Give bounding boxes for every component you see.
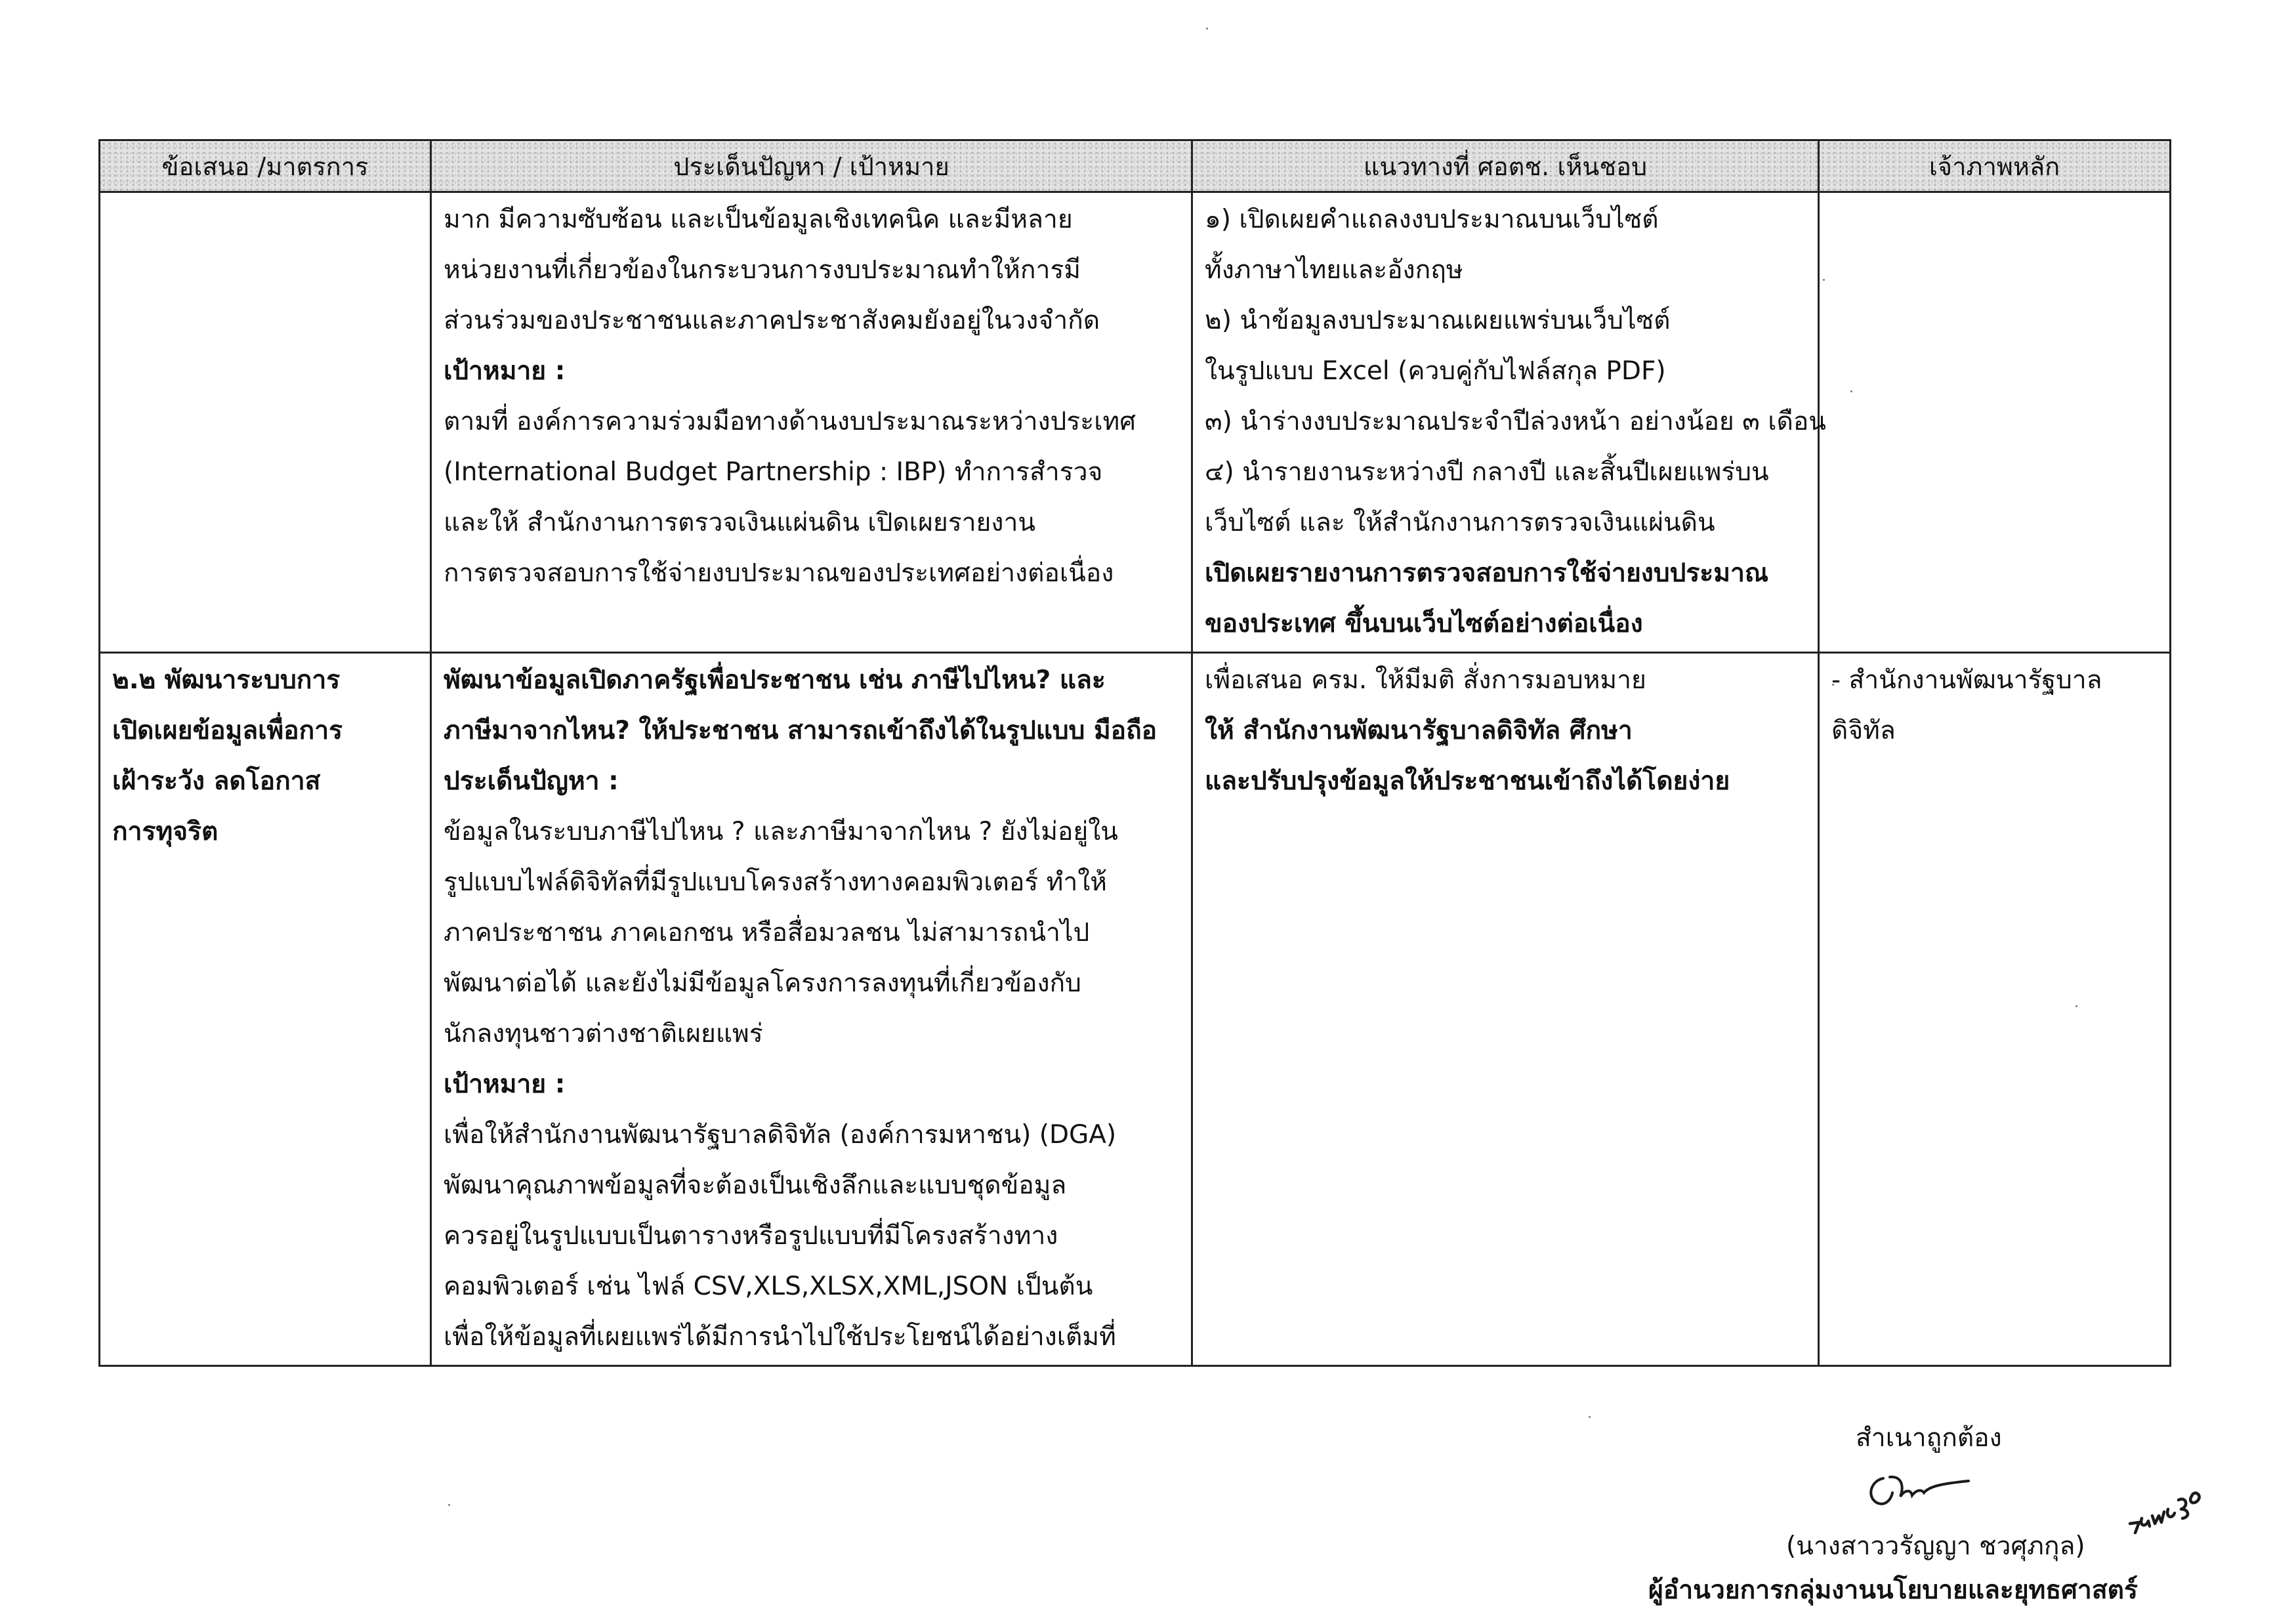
- text-line: พัฒนาต่อได้ และยังไม่มีข้อมูลโครงการลงทุนที่เกี่ยวข้องกับ: [444, 968, 1081, 998]
- scan-speck: [448, 1504, 450, 1506]
- text-line: ภาษีมาจากไหน? ให้ประชาชน สามารถเข้าถึงได้ในรูปแบบ มือถือ: [444, 716, 1157, 745]
- text-line: เปิดเผยรายงานการตรวจสอบการใช้จ่ายงบประมาณ: [1205, 558, 1769, 588]
- text-line: ตามที่ องค์การความร่วมมือทางด้านงบประมาณระหว่างประเทศ: [444, 407, 1136, 436]
- table-row: [100, 653, 2171, 1366]
- text-line: การทุจริต: [112, 817, 219, 846]
- signature: [1864, 1467, 1995, 1512]
- text-line: ของประเทศ ขึ้นบนเว็บไซต์อย่างต่อเนื่อง: [1205, 609, 1643, 638]
- text-line: นักลงทุนชาวต่างชาติเผยแพร่: [444, 1019, 763, 1049]
- text-line: ทั้งภาษาไทยและอังกฤษ: [1205, 255, 1463, 285]
- text-line: ๑) เปิดเผยคำแถลงงบประมาณบนเว็บไซต์: [1205, 205, 1659, 234]
- table-row: [100, 192, 2171, 653]
- signer-position: ผู้อำนวยการกลุ่มงานนโยบายและยุทธศาสตร์: [1648, 1575, 2138, 1605]
- text-line: ๒.๒ พัฒนาระบบการ: [112, 665, 341, 695]
- text-line: (International Budget Partnership : IBP) ทำการสำรวจ: [444, 457, 1103, 487]
- row2-issue-cell: [431, 653, 1192, 1366]
- text-line: ๔) นำรายงานระหว่างปี กลางปี และสิ้นปีเผยแพร่บน: [1205, 457, 1769, 487]
- row2-agency-cell: [1819, 653, 2171, 1366]
- text-line: ส่วนร่วมของประชาชนและภาคประชาสังคมยังอยู่ในวงจำกัด: [444, 306, 1100, 335]
- row1-agency-cell: [1819, 192, 2171, 653]
- goal-heading: เป้าหมาย :: [444, 356, 566, 386]
- text-line: ให้ สำนักงานพัฒนารัฐบาลดิจิทัล ศึกษา: [1205, 716, 1633, 745]
- text-line: ควรอยู่ในรูปแบบเป็นตารางหรือรูปแบบที่มีโครงสร้างทาง: [444, 1221, 1058, 1251]
- row1-approach-cell: [1192, 192, 1826, 653]
- text-line: และปรับปรุงข้อมูลให้ประชาชนเข้าถึงได้โดยง่าย: [1205, 766, 1730, 796]
- text-line: ภาคประชาชน ภาคเอกชน หรือสื่อมวลชน ไม่สามารถนำไป: [444, 918, 1090, 947]
- text-line: มาก มีความซับซ้อน และเป็นข้อมูลเชิงเทคนิค และมีหลาย: [444, 205, 1073, 234]
- text-line: และให้ สำนักงานการตรวจเงินแผ่นดิน เปิดเผยรายงาน: [444, 508, 1036, 537]
- policy-table: [98, 139, 2171, 1367]
- text-line: พัฒนาคุณภาพข้อมูลที่จะต้องเป็นเชิงลึกและแบบชุดข้อมูล: [444, 1171, 1067, 1200]
- text-line: การตรวจสอบการใช้จ่ายงบประมาณของประเทศอย่างต่อเนื่อง: [444, 558, 1114, 588]
- certified-copy-label: สำเนาถูกต้อง: [1856, 1423, 2002, 1453]
- signer-name: (นางสาววรัญญา ชวศุภกุล): [1786, 1531, 2085, 1561]
- row2-approach-cell: [1192, 653, 1819, 1366]
- text-line: เพื่อให้ข้อมูลที่เผยแพร่ได้มีการนำไปใช้ประโยชน์ได้อย่างเต็มที่: [444, 1322, 1116, 1352]
- text-line: คอมพิวเตอร์ เช่น ไฟล์ CSV,XLS,XLSX,XML,JSON เป็นต้น: [444, 1272, 1093, 1301]
- scan-speck: [1589, 1416, 1591, 1418]
- text-line: - สำนักงานพัฒนารัฐบาล: [1831, 665, 2102, 695]
- issue-heading: ประเด็นปัญหา :: [444, 766, 619, 796]
- text-line: เว็บไซต์ และ ให้สำนักงานการตรวจเงินแผ่นดิน: [1205, 508, 1715, 537]
- row1-measure-cell: [100, 192, 431, 653]
- header-issue-goal: ประเด็นปัญหา / เป้าหมาย: [431, 140, 1192, 192]
- text-line: พัฒนาข้อมูลเปิดภาครัฐเพื่อประชาชน เช่น ภาษีไปไหน? และ: [444, 665, 1106, 695]
- row2-measure-cell: [100, 653, 431, 1366]
- goal-heading: เป้าหมาย :: [444, 1070, 566, 1099]
- text-line: เฝ้าระวัง ลดโอกาส: [112, 766, 321, 796]
- text-line: ดิจิทัล: [1831, 716, 1896, 745]
- text-line: รูปแบบไฟล์ดิจิทัลที่มีรูปแบบโครงสร้างทางคอมพิวเตอร์ ทำให้: [444, 867, 1108, 897]
- table-header-row: [100, 140, 2171, 192]
- row1-issue-cell: [431, 192, 1192, 653]
- text-line: เพื่อให้สำนักงานพัฒนารัฐบาลดิจิทัล (องค์การมหาชน) (DGA): [444, 1120, 1117, 1150]
- text-line: ข้อมูลในระบบภาษีไปไหน ? และภาษีมาจากไหน ? ยังไม่อยู่ใน: [444, 817, 1118, 846]
- scan-speck: [1206, 28, 1208, 30]
- handwritten-date: [2126, 1470, 2224, 1535]
- text-line: ๒) นำข้อมูลงบประมาณเผยแพร่บนเว็บไซต์: [1205, 306, 1671, 335]
- text-line: ๓) นำร่างงบประมาณประจำปีล่วงหน้า อย่างน้อย ๓ เดือน: [1205, 407, 1826, 436]
- header-lead-agency: เจ้าภาพหลัก: [1819, 140, 2171, 192]
- text-line: เพื่อเสนอ ครม. ให้มีมติ สั่งการมอบหมาย: [1205, 665, 1646, 695]
- text-line: ในรูปแบบ Excel (ควบคู่กับไฟล์สกุล PDF): [1205, 356, 1666, 386]
- header-approved-approach: แนวทางที่ ศอตช. เห็นชอบ: [1192, 140, 1819, 192]
- text-line: หน่วยงานที่เกี่ยวข้องในกระบวนการงบประมาณทำให้การมี: [444, 255, 1081, 285]
- text-line: เปิดเผยข้อมูลเพื่อการ: [112, 716, 343, 745]
- header-measure: ข้อเสนอ /มาตรการ: [100, 140, 431, 192]
